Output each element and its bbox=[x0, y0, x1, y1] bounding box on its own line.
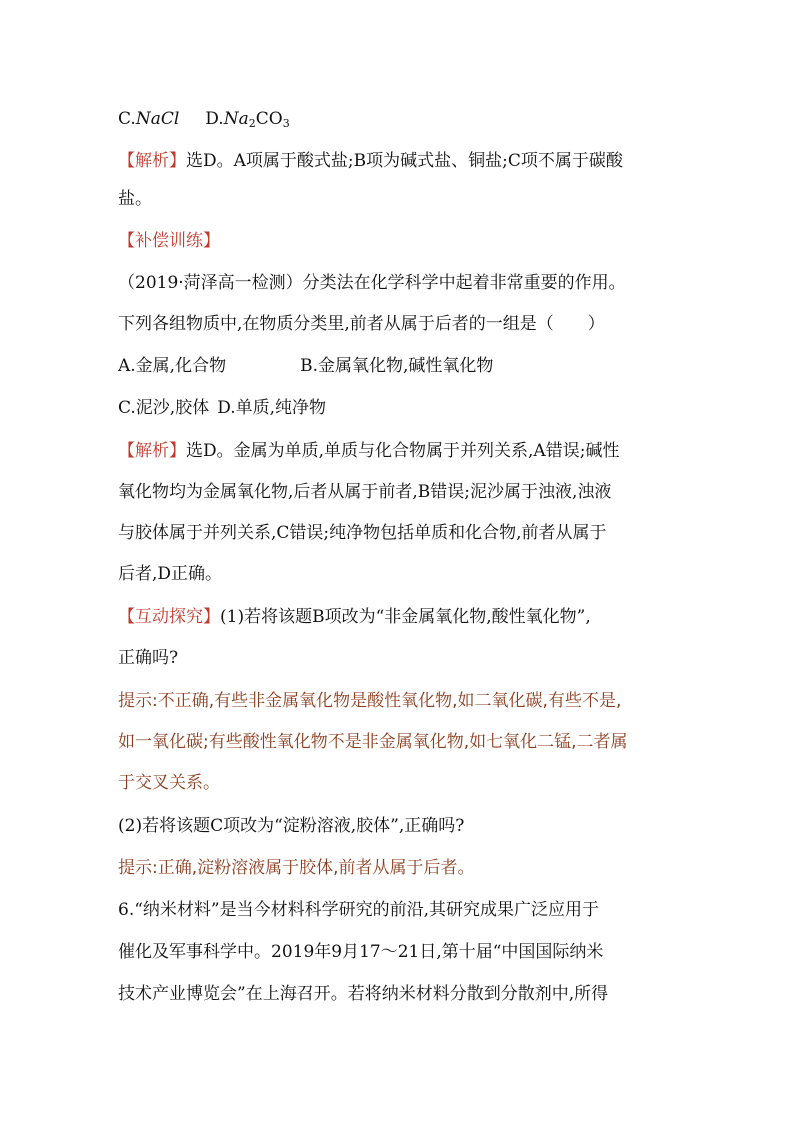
analysis2-line2: 氧化物均为金属氧化物,后者从属于前者,B错误;泥沙属于浊液,浊液 bbox=[118, 482, 612, 502]
option-d-formula-na: Na bbox=[223, 109, 249, 129]
analysis2-tag: 【解析】 bbox=[118, 441, 186, 461]
option-d-sub-3: 3 bbox=[282, 117, 290, 130]
explore-line1 bbox=[118, 606, 678, 628]
analysis2-line4: 后者,D正确。 bbox=[118, 564, 223, 584]
practice-options-ab bbox=[118, 355, 678, 377]
practice-line1: （2019·菏泽高一检测）分类法在化学科学中起着非常重要的作用。 bbox=[118, 273, 626, 293]
question6-line2: 催化及军事科学中。2019年9月17～21日,第十届“中国国际纳米 bbox=[118, 942, 604, 962]
hint1-line3: 于交叉关系。 bbox=[118, 773, 220, 793]
hint1-line1: 提示:不正确,有些非金属氧化物是酸性氧化物,如二氧化碳,有些不是, bbox=[118, 691, 622, 711]
explore-q2: (2)若将该题C项改为“淀粉溶液,胶体”,正确吗? bbox=[118, 816, 465, 836]
explore-tag: 【互动探究】 bbox=[118, 607, 220, 627]
practice-option-c: C.泥沙,胶体 bbox=[118, 398, 210, 418]
practice-option-d: D.单质,纯净物 bbox=[217, 398, 327, 418]
question6-line3: 技术产业博览会”在上海召开。若将纳米材料分散到分散剂中,所得 bbox=[118, 984, 609, 1004]
option-d-formula-co: CO bbox=[255, 109, 283, 129]
analysis2-text1: 选D。金属为单质,单质与化合物属于并列关系,A错误;碱性 bbox=[186, 441, 620, 461]
hint1-line2: 如一氧化碳;有些酸性氧化物不是非金属氧化物,如七氧化二锰,二者属 bbox=[118, 732, 628, 752]
practice-tag: 【补偿训练】 bbox=[118, 231, 220, 251]
analysis1-line1 bbox=[118, 150, 678, 172]
practice-option-b: B.金属氧化物,碱性氧化物 bbox=[300, 356, 494, 376]
practice-options-cd bbox=[118, 397, 678, 419]
options-c-d bbox=[118, 108, 678, 135]
analysis1-text1: 选D。A项属于酸式盐;B项为碱式盐、铜盐;C项不属于碳酸 bbox=[186, 151, 623, 171]
analysis1-tag: 【解析】 bbox=[118, 151, 186, 171]
explore-q1-text: (1)若将该题B项改为“非金属氧化物,酸性氧化物”, bbox=[220, 607, 591, 627]
analysis2-line1 bbox=[118, 440, 678, 462]
option-d-sub-2: 2 bbox=[248, 117, 256, 130]
option-c-formula: NaCl bbox=[135, 109, 180, 129]
analysis1-line2: 盐。 bbox=[118, 189, 152, 209]
practice-line2: 下列各组物质中,在物质分类里,前者从属于后者的一组是（ ） bbox=[118, 314, 605, 334]
explore-q1-line2: 正确吗? bbox=[118, 648, 179, 668]
hint2: 提示:正确,淀粉溶液属于胶体,前者从属于后者。 bbox=[118, 858, 475, 878]
practice-option-a: A.金属,化合物 bbox=[118, 356, 227, 376]
option-d-prefix: D. bbox=[205, 109, 224, 129]
analysis2-line3: 与胶体属于并列关系,C错误;纯净物包括单质和化合物,前者从属于 bbox=[118, 523, 607, 543]
question6-line1: 6.“纳米材料”是当今材料科学研究的前沿,其研究成果广泛应用于 bbox=[118, 900, 600, 920]
option-c-prefix: C. bbox=[118, 109, 136, 129]
